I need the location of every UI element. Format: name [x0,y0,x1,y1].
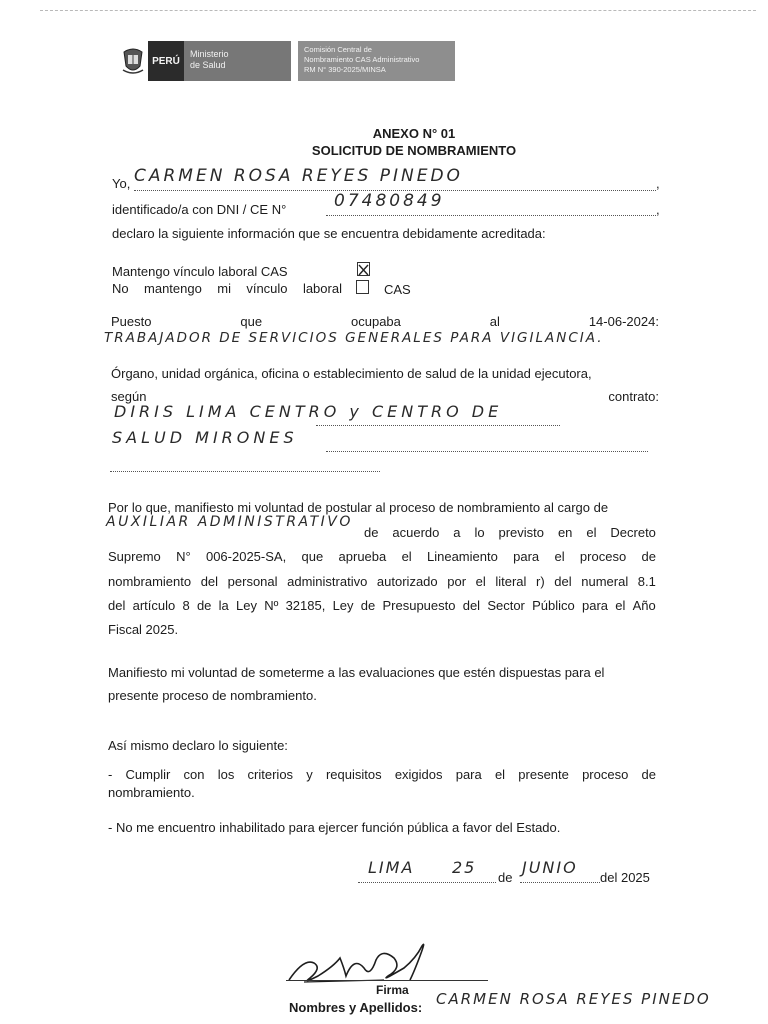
evaluaciones-line1: Manifiesto mi voluntad de someterme a las evaluaciones que estén dispuestas para el [108,665,605,680]
cargo-handwritten: AUXILIAR ADMINISTRATIVO [106,514,353,530]
postulacion-word: del [462,598,481,613]
declaraciones-word: proceso [582,767,629,782]
signature-line [286,980,488,981]
organo-dotted-line2 [326,451,648,452]
yo-label: Yo, [112,176,131,191]
postulacion-word: proceso [579,549,627,564]
vinculo-word: laboral [302,281,342,296]
declaraciones-word: el [494,767,506,782]
declaraciones-word: criterios [247,767,294,782]
postulacion-word: de [196,598,212,613]
postulacion-word: numeral [581,574,629,589]
declaraciones-word: presente [518,767,569,782]
postulacion-word: 32185, [285,598,326,613]
names-handwritten: CARMEN ROSA REYES PINEDO [436,990,711,1008]
postulacion-word: artículo [132,598,176,613]
postulacion-word: personal [227,574,278,589]
postulacion-word: 8.1 [637,574,656,589]
postulacion-line3 [108,545,656,570]
organo-dotted-line3 [110,471,380,472]
commission-line1: Comisión Central de [304,45,372,54]
vinculo-option2-suffix: CAS [384,282,411,297]
postulacion-word: lo [474,525,485,540]
organo-handwritten-line2: SALUD MIRONES [112,428,298,447]
declaraciones-item2: - No me encuentro inhabilitado para ejercer función pública a favor del Estado. [108,820,561,835]
puesto-word: al [489,314,500,329]
declaraciones-word: los [217,767,235,782]
declaraciones-word: requisitos [325,767,382,782]
postulacion-word: del [554,574,572,589]
postulacion-word: el [615,598,626,613]
names-label: Nombres y Apellidos: [289,1000,423,1015]
organo-contrato: contrato: [608,389,659,404]
vinculo-word: vínculo [246,281,288,296]
postulacion-word: la [218,598,229,613]
declaraciones-word: exigidos [394,767,443,782]
fecha-year-label: del 2025 [600,870,650,885]
postulacion-word: Año [632,598,656,613]
postulacion-line1: Por lo que, manifiesto mi voluntad de postular al proceso de nombramiento al cargo de [108,500,609,515]
vinculo-option1-label: Mantengo vínculo laboral CAS [112,264,288,279]
postulacion-word: N° [176,549,191,564]
postulacion-word: del [200,574,219,589]
organo-segun: según [111,389,147,404]
declaraciones-word: - [108,767,113,782]
puesto-line [111,314,659,329]
month-dotted-line [520,882,600,883]
organo-line1: Órgano, unidad orgánica, oficina o establecimiento de salud de la unidad ejecutora, [111,366,592,381]
vinculo-option2-label [112,281,342,296]
ministry-label [184,41,291,81]
evaluaciones-line2: presente proceso de nombramiento. [108,688,317,703]
dni-label: identificado/a con DNI / CE N° [112,202,287,217]
postulacion-word: literal [495,574,527,589]
postulacion-word: 006-2025-SA, [205,549,287,564]
declaration-text: declaro la siguiente información que se encuentra debidamente acreditada: [112,226,546,241]
postulacion-word: Ley [236,598,257,613]
postulacion-word: Ley [332,598,354,613]
scan-top-edge [40,10,756,11]
postulacion-word: para [513,549,540,564]
declaraciones-word: para [455,767,482,782]
puesto-date: 14-06-2024: [588,314,659,329]
declaraciones-word: de [641,767,656,782]
postulacion-word: el [554,549,565,564]
postulacion-word: Decreto [610,525,656,540]
postulacion-word: del [108,598,126,613]
postulacion-line4 [108,570,656,595]
checkmark-x-icon [358,264,369,276]
commission-line3: RM N° 390-2025/MINSA [304,65,386,74]
postulacion-word: a [453,525,461,540]
declaraciones-word: y [306,767,313,782]
organo-dotted-line1 [316,425,560,426]
fecha-de-label: de [498,870,513,885]
puesto-handwritten: TRABAJADOR DE SERVICIOS GENERALES PARA VIGILANCIA. [104,330,604,346]
postulacion-word: de [364,525,379,540]
city-handwritten: LIMA [368,858,415,877]
document-title: ANEXO N° 01 [372,126,456,141]
vinculo-word: No [112,281,129,296]
puesto-word: ocupaba [351,314,401,329]
declaraciones-word: Cumplir [125,767,171,782]
declaraciones-word: con [183,767,205,782]
declaraciones-item1-line2: nombramiento. [108,785,195,800]
postulacion-word: 8 [182,598,190,613]
postulacion-word: Lineamiento [427,549,498,564]
postulacion-word: aprueba [338,549,387,564]
commission-line2: Nombramiento CAS Administrativo [304,55,420,64]
country-label: PERÚ [148,41,184,81]
postulacion-word: Público [532,598,575,613]
declaraciones-intro: Así mismo declaro lo siguiente: [108,738,288,753]
puesto-word: Puesto [111,314,152,329]
document-subtitle: SOLICITUD DE NOMBRAMIENTO [311,143,517,158]
ministry-line2: de Salud [190,60,226,70]
postulacion-word: que [301,549,324,564]
vinculo-option1-checkbox[interactable] [357,262,370,276]
postulacion-line6: Fiscal 2025. [108,622,179,637]
postulacion-word: previsto [498,525,545,540]
commission-label [298,41,455,81]
postulacion-word: el [401,549,412,564]
postulacion-word: por [447,574,467,589]
postulacion-line2 [364,521,656,546]
vinculo-word: mantengo [144,281,202,296]
name-trailing-comma: , [656,176,660,191]
postulacion-word: autorizado [376,574,438,589]
postulacion-word: Supremo [108,549,161,564]
postulacion-word: en [557,525,573,540]
city-dotted-line [358,882,496,883]
postulacion-word: acuerdo [392,525,440,540]
declaraciones-item1-line1 [108,766,656,784]
postulacion-word: Presupuesto [382,598,456,613]
postulacion-word: administrativo [287,574,368,589]
dni-trailing-comma: , [656,202,660,217]
day-handwritten: 25 [452,858,477,877]
postulacion-word: de [360,598,376,613]
postulacion-word: el [475,574,486,589]
puesto-word: que [240,314,263,329]
postulacion-word: de [641,549,656,564]
postulacion-word: nombramiento [108,574,192,589]
name-handwritten: CARMEN ROSA REYES PINEDO [134,166,463,186]
postulacion-word: el [586,525,597,540]
postulacion-word: para [582,598,609,613]
coat-of-arms-icon [117,41,148,81]
vinculo-option2-checkbox[interactable] [356,280,369,294]
month-handwritten: JUNIO [522,858,578,877]
ministry-line1: Ministerio [190,49,229,59]
postulacion-line5 [108,594,656,619]
organo-handwritten-line1: DIRIS LIMA CENTRO y CENTRO DE [114,402,503,421]
vinculo-word: mi [217,281,231,296]
postulacion-word: Sector [487,598,525,613]
dni-handwritten: 07480849 [334,191,445,211]
firma-label: Firma [376,983,409,997]
header-banner [117,41,455,81]
dni-dotted-line [326,215,656,216]
postulacion-word: Nº [264,598,279,613]
postulacion-word: r) [536,574,545,589]
